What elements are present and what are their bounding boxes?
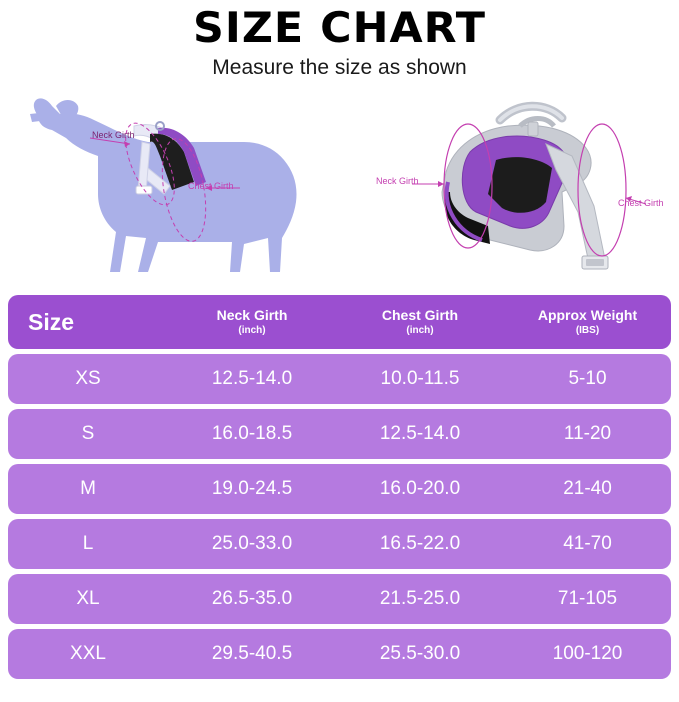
table-row <box>8 574 671 624</box>
header-approx-weight-main: Approx Weight <box>537 307 638 324</box>
header-neck-girth-main: Neck Girth <box>216 307 288 324</box>
cell-chest: 25.5-30.0 <box>336 629 504 679</box>
cell-weight: 71-105 <box>504 574 671 624</box>
cell-neck: 29.5-40.5 <box>168 629 336 679</box>
cell-chest: 16.5-22.0 <box>336 519 504 569</box>
page-subtitle: Measure the size as shown <box>212 56 467 80</box>
page-title: SIZE CHART <box>193 3 486 52</box>
cell-size: L <box>8 519 168 569</box>
dog-illustration <box>8 86 328 291</box>
right-chest-girth-label: Chest Girth <box>618 198 664 209</box>
cell-neck: 12.5-14.0 <box>168 354 336 404</box>
cell-neck: 16.0-18.5 <box>168 409 336 459</box>
header-chest-girth-unit: (inch) <box>406 324 434 336</box>
table-row <box>8 464 671 514</box>
cell-weight: 100-120 <box>504 629 671 679</box>
cell-weight: 21-40 <box>504 464 671 514</box>
cell-neck: 25.0-33.0 <box>168 519 336 569</box>
table-header-row <box>8 295 671 349</box>
cell-chest: 10.0-11.5 <box>336 354 504 404</box>
cell-size: XL <box>8 574 168 624</box>
table-row <box>8 354 671 404</box>
cell-chest: 21.5-25.0 <box>336 574 504 624</box>
cell-neck: 19.0-24.5 <box>168 464 336 514</box>
header-approx-weight-unit: (IBS) <box>575 324 600 336</box>
cell-size: XXL <box>8 629 168 679</box>
table-row <box>8 519 671 569</box>
dog-silhouette-svg <box>8 86 328 291</box>
left-chest-girth-label: Chest Girth <box>188 181 234 192</box>
cell-size: M <box>8 464 168 514</box>
header-chest-girth <box>336 295 504 349</box>
header-size-main: Size <box>28 308 75 335</box>
table-row <box>8 629 671 679</box>
cell-weight: 5-10 <box>504 354 671 404</box>
harness-product-svg <box>350 86 675 291</box>
product-illustration <box>350 86 675 291</box>
cell-chest: 12.5-14.0 <box>336 409 504 459</box>
illustration-band <box>0 86 679 291</box>
header-chest-girth-main: Chest Girth <box>381 307 459 324</box>
right-neck-girth-label: Neck Girth <box>376 176 419 187</box>
cell-size: XS <box>8 354 168 404</box>
header-size <box>8 295 168 349</box>
header <box>0 0 679 80</box>
header-approx-weight <box>504 295 671 349</box>
cell-chest: 16.0-20.0 <box>336 464 504 514</box>
cell-weight: 11-20 <box>504 409 671 459</box>
header-neck-girth-unit: (inch) <box>238 324 266 336</box>
table-row <box>8 409 671 459</box>
size-table <box>8 290 671 684</box>
size-table-container <box>8 290 671 684</box>
cell-size: S <box>8 409 168 459</box>
cell-weight: 41-70 <box>504 519 671 569</box>
left-neck-girth-label: Neck Girth <box>92 130 135 141</box>
cell-neck: 26.5-35.0 <box>168 574 336 624</box>
header-neck-girth <box>168 295 336 349</box>
